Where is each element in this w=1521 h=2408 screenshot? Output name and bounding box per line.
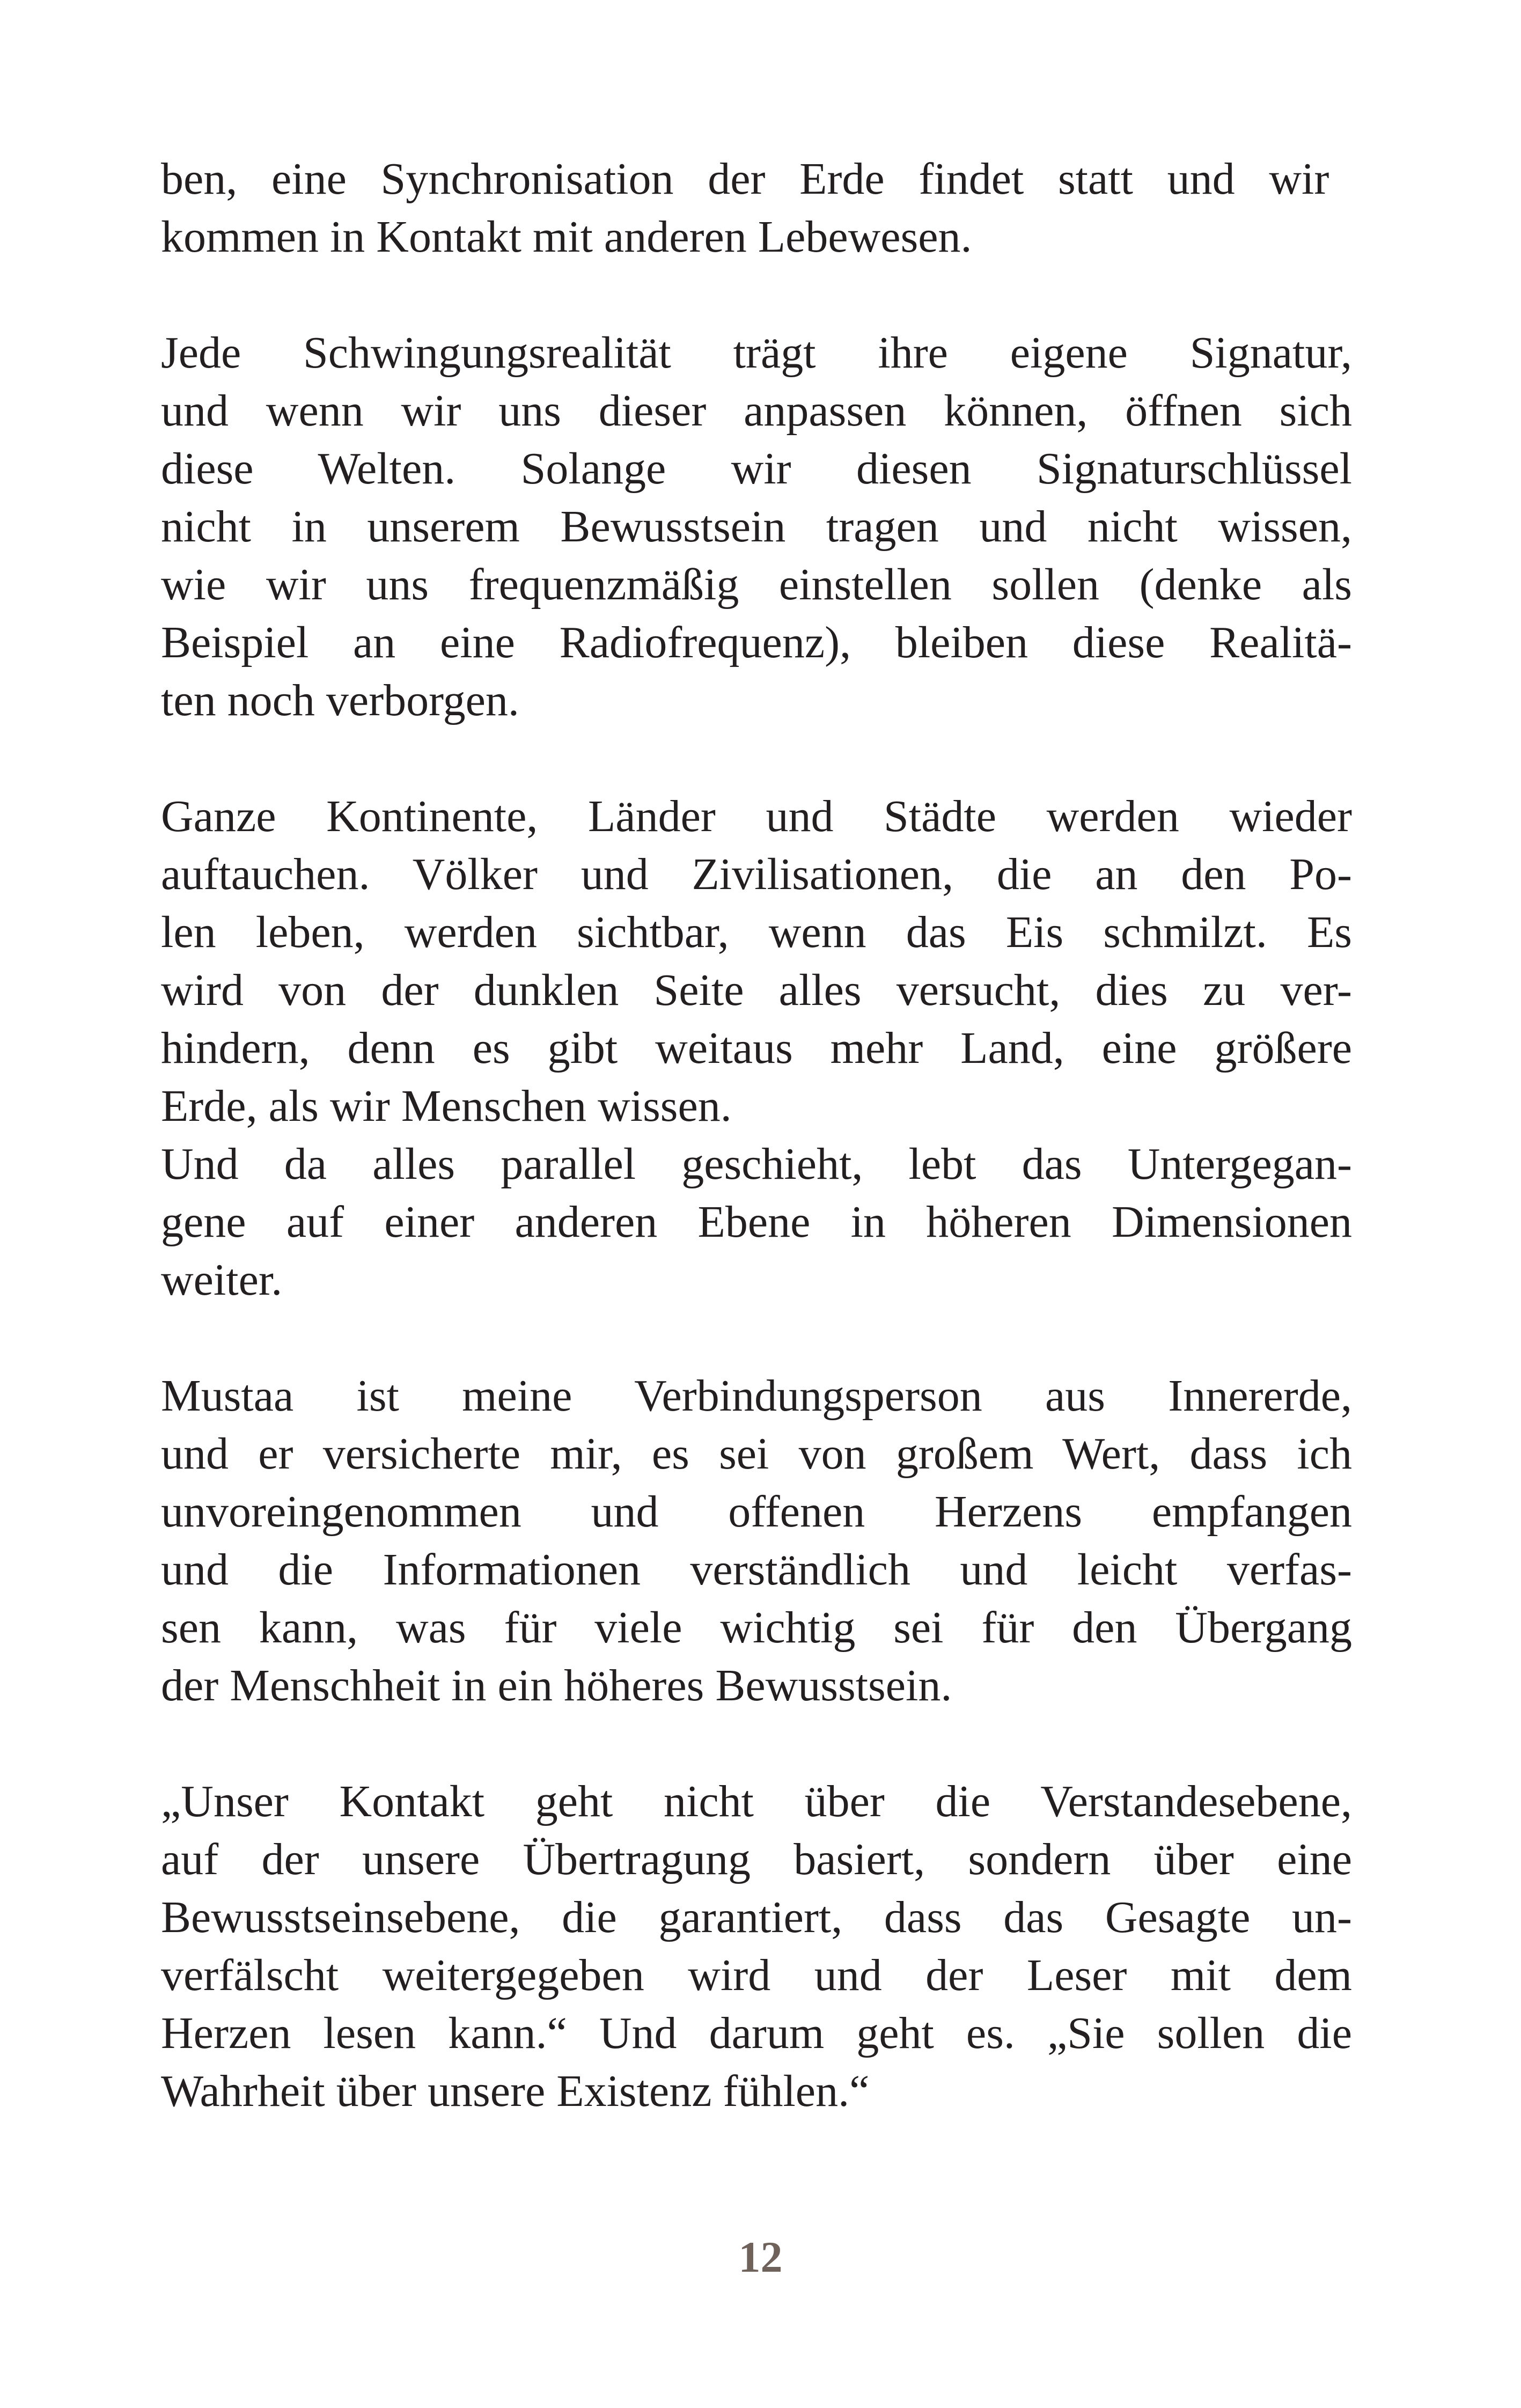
text-line: und er versicherte mir, es sei von großem Wert, dass ich: [161, 1429, 1352, 1479]
text-line: und wenn wir uns dieser anpassen können, öffnen sich: [161, 386, 1352, 436]
text-line: „Unser Kontakt geht nicht über die Verstandesebene,: [161, 1776, 1352, 1826]
text-line: Ganze Kontinente, Länder und Städte werden wieder: [161, 791, 1352, 841]
paragraph-gap: [161, 1715, 1352, 1773]
text-line: len leben, werden sichtbar, wenn das Eis schmilzt. Es: [161, 907, 1352, 957]
paragraph: [161, 1367, 1352, 1715]
text-line: verfälscht weitergegeben wird und der Leser mit dem: [161, 1950, 1352, 2000]
text-line: nicht in unserem Bewusstsein tragen und nicht wissen,: [161, 502, 1352, 552]
text-line: unvoreingenommen und offenen Herzens empfangen: [161, 1487, 1352, 1537]
text-line: Beispiel an eine Radiofrequenz), bleiben diese Realitä-: [161, 618, 1352, 667]
paragraph-gap: [161, 1309, 1352, 1367]
text-line: Und da alles parallel geschieht, lebt das Untergegan-: [161, 1139, 1352, 1189]
text-line: Jede Schwingungsrealität trägt ihre eigene Signatur,: [161, 328, 1352, 378]
text-line: ben, eine Synchronisation der Erde findet statt und wir: [161, 154, 1329, 204]
text-line: Mustaa ist meine Verbindungsperson aus Innererde,: [161, 1371, 1352, 1421]
text-line: sen kann, was für viele wichtig sei für den Übergang: [161, 1603, 1352, 1653]
text-line: weiter.: [161, 1255, 283, 1305]
text-line: hindern, denn es gibt weitaus mehr Land, eine größere: [161, 1023, 1352, 1073]
text-line: diese Welten. Solange wir diesen Signaturschlüssel: [161, 444, 1352, 494]
paragraph: [161, 1773, 1352, 2120]
text-line: wird von der dunklen Seite alles versucht, dies zu ver-: [161, 965, 1352, 1015]
paragraph-gap: [161, 266, 1352, 324]
text-line: Bewusstseinsebene, die garantiert, dass das Gesagte un-: [161, 1892, 1352, 1942]
text-line: der Menschheit in ein höheres Bewusstsein.: [161, 1661, 952, 1710]
body-text: [161, 150, 1352, 2120]
text-line: Herzen lesen kann.“ Und darum geht es. „Sie sollen die: [161, 2008, 1352, 2058]
text-line: Wahrheit über unsere Existenz fühlen.“: [161, 2066, 870, 2116]
paragraph: [161, 1135, 1352, 1309]
text-line: auftauchen. Völker und Zivilisationen, die an den Po-: [161, 849, 1352, 899]
paragraph: [161, 788, 1352, 1135]
paragraph: [161, 150, 1352, 266]
text-line: wie wir uns frequenzmäßig einstellen sollen (denke als: [161, 560, 1352, 610]
text-line: Erde, als wir Menschen wissen.: [161, 1081, 732, 1131]
text-line: und die Informationen verständlich und leicht verfas-: [161, 1545, 1352, 1595]
text-line: gene auf einer anderen Ebene in höheren Dimensionen: [161, 1197, 1352, 1247]
text-line: ten noch verborgen.: [161, 676, 519, 725]
text-line: kommen in Kontakt mit anderen Lebewesen.: [161, 212, 972, 262]
paragraph: [161, 324, 1352, 730]
paragraph-gap: [161, 730, 1352, 788]
page-number: 12: [738, 2233, 783, 2281]
text-line: auf der unsere Übertragung basiert, sondern über eine: [161, 1834, 1352, 1884]
